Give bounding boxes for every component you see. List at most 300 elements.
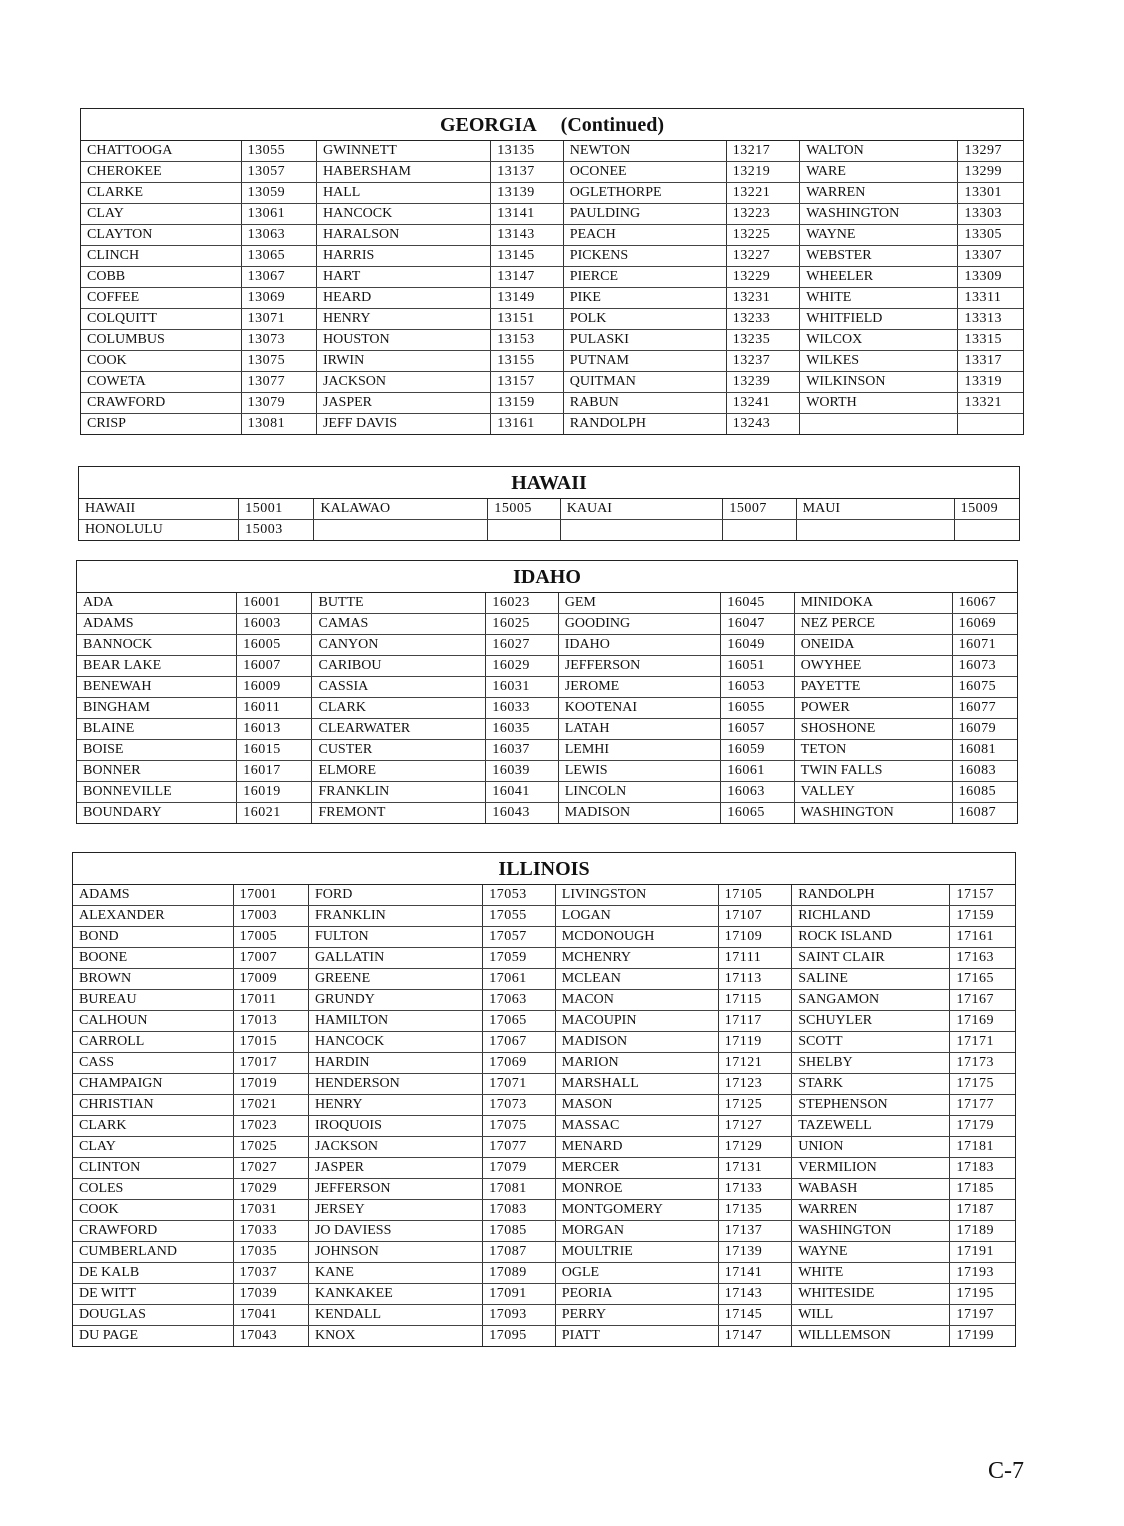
county-name: CHATTOOGA [81, 141, 241, 162]
county-name: GRUNDY [308, 990, 482, 1011]
county-name: WILKES [800, 351, 958, 372]
county-name: HAWAII [79, 499, 239, 520]
county-name: COWETA [81, 372, 241, 393]
county-name: BOUNDARY [77, 803, 237, 824]
county-name: LIVINGSTON [555, 885, 718, 906]
county-code: 17197 [950, 1305, 1015, 1326]
table-row [81, 288, 1023, 309]
county-name: WEBSTER [800, 246, 958, 267]
county-name: CAMAS [312, 614, 486, 635]
county-name: PIKE [563, 288, 726, 309]
county-code: 13081 [241, 414, 316, 435]
county-code: 16045 [721, 593, 794, 614]
county-code: 17069 [483, 1053, 556, 1074]
county-name: LINCOLN [558, 782, 721, 803]
county-name: CLAY [73, 1137, 233, 1158]
county-code: 16025 [486, 614, 558, 635]
county-code: 16041 [486, 782, 558, 803]
county-name: PAYETTE [794, 677, 952, 698]
county-code: 17191 [950, 1242, 1015, 1263]
section-title [79, 467, 1019, 499]
county-code: 13067 [241, 267, 316, 288]
table-row [77, 803, 1017, 824]
county-code: 17041 [233, 1305, 308, 1326]
county-code: 16047 [721, 614, 794, 635]
county-name: MCDONOUGH [555, 927, 718, 948]
county-code: 13143 [491, 225, 564, 246]
county-code: 17163 [950, 948, 1015, 969]
table-row [73, 1200, 1015, 1221]
county-code: 15003 [239, 520, 314, 541]
county-name: WILCOX [800, 330, 958, 351]
table-row [77, 593, 1017, 614]
county-name: CASSIA [312, 677, 486, 698]
county-code: 17157 [950, 885, 1015, 906]
county-code: 13299 [958, 162, 1023, 183]
county-name: MONROE [555, 1179, 718, 1200]
county-code: 17129 [718, 1137, 791, 1158]
county-name: MONTGOMERY [555, 1200, 718, 1221]
county-code: 13077 [241, 372, 316, 393]
county-name [314, 520, 488, 541]
county-code: 17183 [950, 1158, 1015, 1179]
county-code [954, 520, 1019, 541]
county-name: WILKINSON [800, 372, 958, 393]
county-code: 17075 [483, 1116, 556, 1137]
county-name: MACOUPIN [555, 1011, 718, 1032]
county-name: DE WITT [73, 1284, 233, 1305]
county-code: 17189 [950, 1221, 1015, 1242]
table-row [73, 948, 1015, 969]
county-code: 17073 [483, 1095, 556, 1116]
county-code: 13319 [958, 372, 1023, 393]
county-code: 13305 [958, 225, 1023, 246]
county-code: 13069 [241, 288, 316, 309]
county-code: 13237 [726, 351, 799, 372]
county-name [800, 414, 958, 435]
county-name: COBB [81, 267, 241, 288]
county-name: FREMONT [312, 803, 486, 824]
county-name: BUTTE [312, 593, 486, 614]
table-row [77, 740, 1017, 761]
state-name: IDAHO [513, 566, 581, 588]
county-name: SCOTT [792, 1032, 950, 1053]
county-name: MADISON [555, 1032, 718, 1053]
county-code: 16053 [721, 677, 794, 698]
county-name: BOND [73, 927, 233, 948]
county-name: CASS [73, 1053, 233, 1074]
county-code: 16051 [721, 656, 794, 677]
county-name: LEWIS [558, 761, 721, 782]
county-code: 16061 [721, 761, 794, 782]
county-code: 17065 [483, 1011, 556, 1032]
county-name: CHRISTIAN [73, 1095, 233, 1116]
county-code: 17175 [950, 1074, 1015, 1095]
county-name: ALEXANDER [73, 906, 233, 927]
county-name: MASSAC [555, 1116, 718, 1137]
table-row [73, 1137, 1015, 1158]
county-code: 17137 [718, 1221, 791, 1242]
county-name: LEMHI [558, 740, 721, 761]
county-name: COLUMBUS [81, 330, 241, 351]
county-code: 13159 [491, 393, 564, 414]
county-code: 17147 [718, 1326, 791, 1347]
county-name: WHITESIDE [792, 1284, 950, 1305]
county-code: 13303 [958, 204, 1023, 225]
county-code: 17023 [233, 1116, 308, 1137]
county-code: 13139 [491, 183, 564, 204]
table-row [73, 1263, 1015, 1284]
county-name: WORTH [800, 393, 958, 414]
county-code: 16039 [486, 761, 558, 782]
county-code: 13313 [958, 309, 1023, 330]
county-code: 17029 [233, 1179, 308, 1200]
county-name: MERCER [555, 1158, 718, 1179]
county-name: DOUGLAS [73, 1305, 233, 1326]
county-name: TETON [794, 740, 952, 761]
county-name: VALLEY [794, 782, 952, 803]
county-code: 16083 [952, 761, 1017, 782]
county-code: 13161 [491, 414, 564, 435]
county-code: 17013 [233, 1011, 308, 1032]
county-name: MACON [555, 990, 718, 1011]
county-name: WILLLEMSON [792, 1326, 950, 1347]
county-name: MARSHALL [555, 1074, 718, 1095]
county-name: PERRY [555, 1305, 718, 1326]
county-code: 13231 [726, 288, 799, 309]
county-name: CUSTER [312, 740, 486, 761]
county-code: 17131 [718, 1158, 791, 1179]
county-code: 17185 [950, 1179, 1015, 1200]
county-name: OGLETHORPE [563, 183, 726, 204]
county-name: HARDIN [308, 1053, 482, 1074]
county-code: 17033 [233, 1221, 308, 1242]
county-name: HANCOCK [316, 204, 490, 225]
county-name: JACKSON [316, 372, 490, 393]
county-name: HANCOCK [308, 1032, 482, 1053]
county-name: BENEWAH [77, 677, 237, 698]
county-code: 13227 [726, 246, 799, 267]
county-code: 17091 [483, 1284, 556, 1305]
county-code: 17181 [950, 1137, 1015, 1158]
county-code: 13309 [958, 267, 1023, 288]
county-code: 13057 [241, 162, 316, 183]
county-code: 17173 [950, 1053, 1015, 1074]
county-code: 13223 [726, 204, 799, 225]
table-row [81, 141, 1023, 162]
table-row [77, 614, 1017, 635]
county-name: STEPHENSON [792, 1095, 950, 1116]
county-name: MENARD [555, 1137, 718, 1158]
county-name: KENDALL [308, 1305, 482, 1326]
county-name: UNION [792, 1137, 950, 1158]
county-name: CALHOUN [73, 1011, 233, 1032]
county-name: CLARK [312, 698, 486, 719]
county-name: WARREN [792, 1200, 950, 1221]
county-code: 17043 [233, 1326, 308, 1347]
table-row [77, 719, 1017, 740]
section-title [73, 853, 1015, 885]
county-code: 17055 [483, 906, 556, 927]
county-name: GEM [558, 593, 721, 614]
county-code: 17059 [483, 948, 556, 969]
county-name: PEORIA [555, 1284, 718, 1305]
county-name: CRISP [81, 414, 241, 435]
county-code: 16019 [237, 782, 312, 803]
county-code: 17121 [718, 1053, 791, 1074]
county-code: 17177 [950, 1095, 1015, 1116]
county-name: CLAY [81, 204, 241, 225]
county-name: BEAR LAKE [77, 656, 237, 677]
county-name: BUREAU [73, 990, 233, 1011]
county-name: OCONEE [563, 162, 726, 183]
county-name: CARIBOU [312, 656, 486, 677]
county-code: 17115 [718, 990, 791, 1011]
table-row [73, 1221, 1015, 1242]
county-code: 13229 [726, 267, 799, 288]
county-code: 17031 [233, 1200, 308, 1221]
county-table [81, 141, 1023, 434]
county-code: 17161 [950, 927, 1015, 948]
county-code: 17035 [233, 1242, 308, 1263]
county-name: COLQUITT [81, 309, 241, 330]
county-code: 17093 [483, 1305, 556, 1326]
county-code: 13073 [241, 330, 316, 351]
table-row [73, 885, 1015, 906]
county-code: 16063 [721, 782, 794, 803]
table-row [81, 372, 1023, 393]
state-name: GEORGIA [439, 114, 537, 136]
county-code: 16055 [721, 698, 794, 719]
table-row [73, 1116, 1015, 1137]
county-code: 17117 [718, 1011, 791, 1032]
county-name: DE KALB [73, 1263, 233, 1284]
county-code: 17011 [233, 990, 308, 1011]
county-code: 17119 [718, 1032, 791, 1053]
county-name: CUMBERLAND [73, 1242, 233, 1263]
table-row [81, 414, 1023, 435]
county-code: 17077 [483, 1137, 556, 1158]
county-name: WILL [792, 1305, 950, 1326]
county-name: PIATT [555, 1326, 718, 1347]
county-code: 17135 [718, 1200, 791, 1221]
county-name: HENRY [316, 309, 490, 330]
county-code: 16005 [237, 635, 312, 656]
section-title [81, 109, 1023, 141]
county-code: 17083 [483, 1200, 556, 1221]
county-name: POLK [563, 309, 726, 330]
county-code: 16065 [721, 803, 794, 824]
county-code: 17015 [233, 1032, 308, 1053]
county-code: 17179 [950, 1116, 1015, 1137]
county-name: ELMORE [312, 761, 486, 782]
table-row [81, 351, 1023, 372]
county-name: HART [316, 267, 490, 288]
table-row [81, 330, 1023, 351]
county-code: 16029 [486, 656, 558, 677]
county-code: 17105 [718, 885, 791, 906]
county-code: 17025 [233, 1137, 308, 1158]
table-row [73, 1158, 1015, 1179]
county-code: 17037 [233, 1263, 308, 1284]
county-code: 16075 [952, 677, 1017, 698]
county-name: TAZEWELL [792, 1116, 950, 1137]
county-code: 13135 [491, 141, 564, 162]
county-name: BOISE [77, 740, 237, 761]
county-code: 17141 [718, 1263, 791, 1284]
county-name: JEROME [558, 677, 721, 698]
county-code: 17123 [718, 1074, 791, 1095]
county-name: JEFFERSON [308, 1179, 482, 1200]
county-name: JOHNSON [308, 1242, 482, 1263]
table-row [81, 393, 1023, 414]
county-name: COOK [73, 1200, 233, 1221]
county-name: PULASKI [563, 330, 726, 351]
county-code: 13241 [726, 393, 799, 414]
county-name: KALAWAO [314, 499, 488, 520]
county-code: 13149 [491, 288, 564, 309]
table-row [73, 1074, 1015, 1095]
county-code: 13061 [241, 204, 316, 225]
county-code: 17057 [483, 927, 556, 948]
county-name: FULTON [308, 927, 482, 948]
county-code: 13137 [491, 162, 564, 183]
county-code: 16013 [237, 719, 312, 740]
county-name: MOULTRIE [555, 1242, 718, 1263]
county-code: 15007 [723, 499, 796, 520]
county-code: 16067 [952, 593, 1017, 614]
county-code: 13065 [241, 246, 316, 267]
county-name: WARE [800, 162, 958, 183]
county-code: 17111 [718, 948, 791, 969]
page-number: C-7 [988, 1458, 1024, 1484]
county-name: CLARK [73, 1116, 233, 1137]
county-code: 15001 [239, 499, 314, 520]
section-idaho [76, 560, 1018, 824]
county-code: 17171 [950, 1032, 1015, 1053]
county-name: BONNEVILLE [77, 782, 237, 803]
county-name: NEZ PERCE [794, 614, 952, 635]
county-code: 16015 [237, 740, 312, 761]
county-name: ONEIDA [794, 635, 952, 656]
county-name: WASHINGTON [794, 803, 952, 824]
county-name: COOK [81, 351, 241, 372]
table-row [73, 1032, 1015, 1053]
table-row [77, 635, 1017, 656]
county-name: PUTNAM [563, 351, 726, 372]
county-name: CARROLL [73, 1032, 233, 1053]
table-row [81, 225, 1023, 246]
county-code: 17127 [718, 1116, 791, 1137]
county-name: HALL [316, 183, 490, 204]
county-name: GOODING [558, 614, 721, 635]
county-code: 16079 [952, 719, 1017, 740]
county-code: 17095 [483, 1326, 556, 1347]
county-code: 15005 [488, 499, 560, 520]
county-code: 13059 [241, 183, 316, 204]
county-code: 17107 [718, 906, 791, 927]
county-code: 17007 [233, 948, 308, 969]
county-name: ADAMS [73, 885, 233, 906]
county-code: 17193 [950, 1263, 1015, 1284]
county-code: 13239 [726, 372, 799, 393]
county-code: 13311 [958, 288, 1023, 309]
county-code: 17005 [233, 927, 308, 948]
county-code: 16035 [486, 719, 558, 740]
county-name: WARREN [800, 183, 958, 204]
county-name: WASHINGTON [800, 204, 958, 225]
table-row [73, 1179, 1015, 1200]
county-name: QUITMAN [563, 372, 726, 393]
county-name: SHOSHONE [794, 719, 952, 740]
county-name: BINGHAM [77, 698, 237, 719]
county-code: 13145 [491, 246, 564, 267]
county-code: 16023 [486, 593, 558, 614]
county-code [488, 520, 560, 541]
county-name: JACKSON [308, 1137, 482, 1158]
county-code: 17159 [950, 906, 1015, 927]
county-code: 13219 [726, 162, 799, 183]
county-name: IROQUOIS [308, 1116, 482, 1137]
county-code: 13217 [726, 141, 799, 162]
county-code: 13235 [726, 330, 799, 351]
county-name: MASON [555, 1095, 718, 1116]
county-name: WABASH [792, 1179, 950, 1200]
county-code: 13071 [241, 309, 316, 330]
county-name: COLES [73, 1179, 233, 1200]
county-name: MCHENRY [555, 948, 718, 969]
county-code: 16031 [486, 677, 558, 698]
county-name: POWER [794, 698, 952, 719]
state-name: HAWAII [511, 472, 587, 494]
section-georgia [80, 108, 1024, 435]
county-name: GALLATIN [308, 948, 482, 969]
county-code: 17021 [233, 1095, 308, 1116]
county-code: 17039 [233, 1284, 308, 1305]
county-code: 13147 [491, 267, 564, 288]
section-title [77, 561, 1017, 593]
county-table [77, 593, 1017, 823]
county-code: 16003 [237, 614, 312, 635]
county-code: 17071 [483, 1074, 556, 1095]
county-name: RANDOLPH [792, 885, 950, 906]
county-name: ROCK ISLAND [792, 927, 950, 948]
county-name: KNOX [308, 1326, 482, 1347]
county-code: 17017 [233, 1053, 308, 1074]
county-name: FRANKLIN [312, 782, 486, 803]
table-row [77, 656, 1017, 677]
county-name: WASHINGTON [792, 1221, 950, 1242]
county-name: BOONE [73, 948, 233, 969]
table-row [73, 927, 1015, 948]
county-code: 16033 [486, 698, 558, 719]
county-code: 16057 [721, 719, 794, 740]
county-code: 13155 [491, 351, 564, 372]
county-code: 16017 [237, 761, 312, 782]
county-code: 17145 [718, 1305, 791, 1326]
table-row [79, 520, 1019, 541]
table-row [79, 499, 1019, 520]
county-name: CANYON [312, 635, 486, 656]
county-code: 17139 [718, 1242, 791, 1263]
county-code: 13063 [241, 225, 316, 246]
county-name: KAUAI [560, 499, 723, 520]
county-name: HONOLULU [79, 520, 239, 541]
county-name: GREENE [308, 969, 482, 990]
table-row [77, 698, 1017, 719]
state-subtitle: (Continued) [560, 114, 665, 136]
county-code: 17087 [483, 1242, 556, 1263]
